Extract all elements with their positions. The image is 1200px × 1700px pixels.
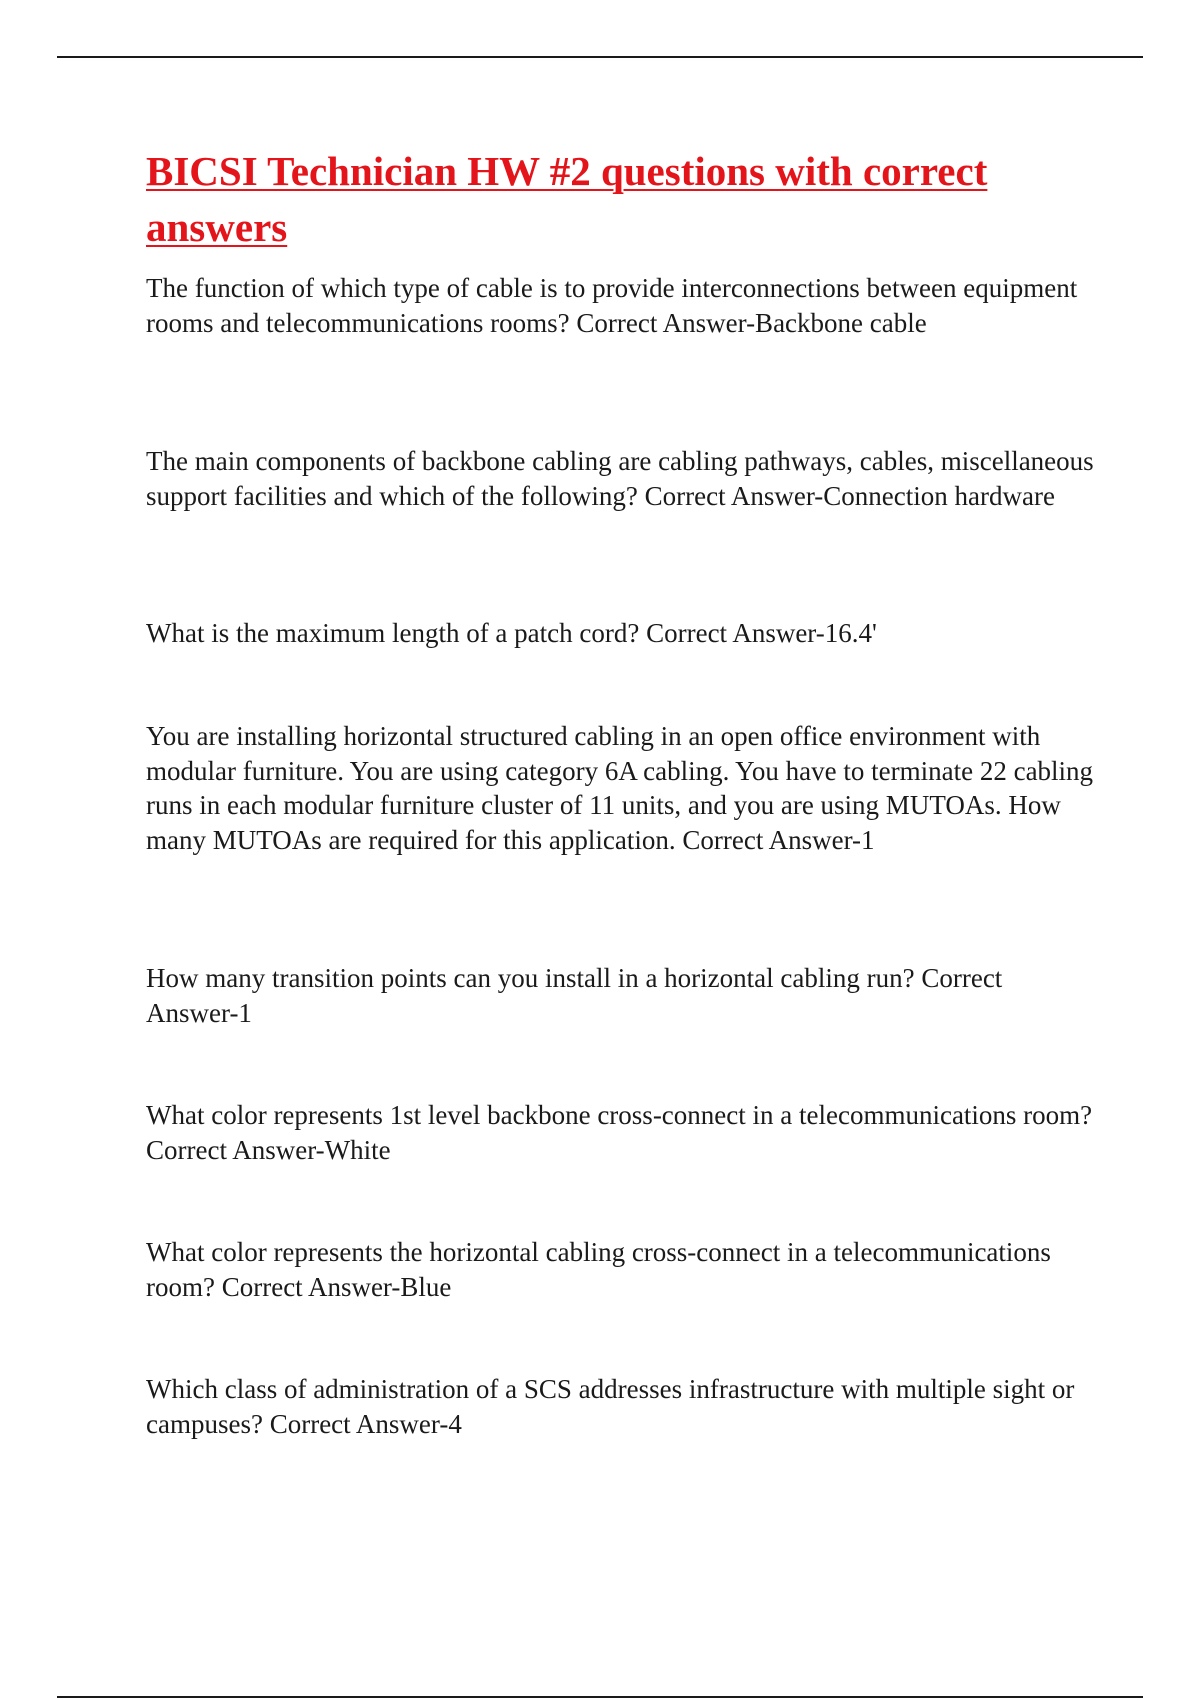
top-rule bbox=[57, 56, 1143, 58]
qa-item-5: How many transition points can you install in a horizontal cabling run? Correct Answer-1 bbox=[146, 963, 1003, 1028]
qa-item-4: You are installing horizontal structured cabling in an open office environment with modular furniture. You are using category 6A cabling. You have to terminate 22 cabling runs in each modular furniture cluster of 11 units, and you are using MUTOAs. How many MUTOAs are required for this application. Correct Answer-1 bbox=[146, 721, 1094, 855]
qa-item-2: The main components of backbone cabling are cabling pathways, cables, miscellaneous support facilities and which of the following? Correct Answer-Connection hardware bbox=[146, 446, 1094, 511]
bottom-rule bbox=[57, 1696, 1143, 1698]
qa-item-3: What is the maximum length of a patch cord? Correct Answer-16.4' bbox=[146, 618, 877, 648]
qa-item-8: Which class of administration of a SCS addresses infrastructure with multiple sight or campuses? Correct Answer-4 bbox=[146, 1374, 1075, 1439]
document-title: BICSI Technician HW #2 questions with correct answers bbox=[146, 148, 988, 250]
qa-item-6: What color represents 1st level backbone cross-connect in a telecommunications room? Correct Answer-White bbox=[146, 1100, 1093, 1165]
qa-item-7: What color represents the horizontal cabling cross-connect in a telecommunications room? Correct Answer-Blue bbox=[146, 1237, 1051, 1302]
qa-item-1: The function of which type of cable is to provide interconnections between equipment rooms and telecommunications rooms? Correct Answer-Backbone cable bbox=[146, 273, 1078, 338]
